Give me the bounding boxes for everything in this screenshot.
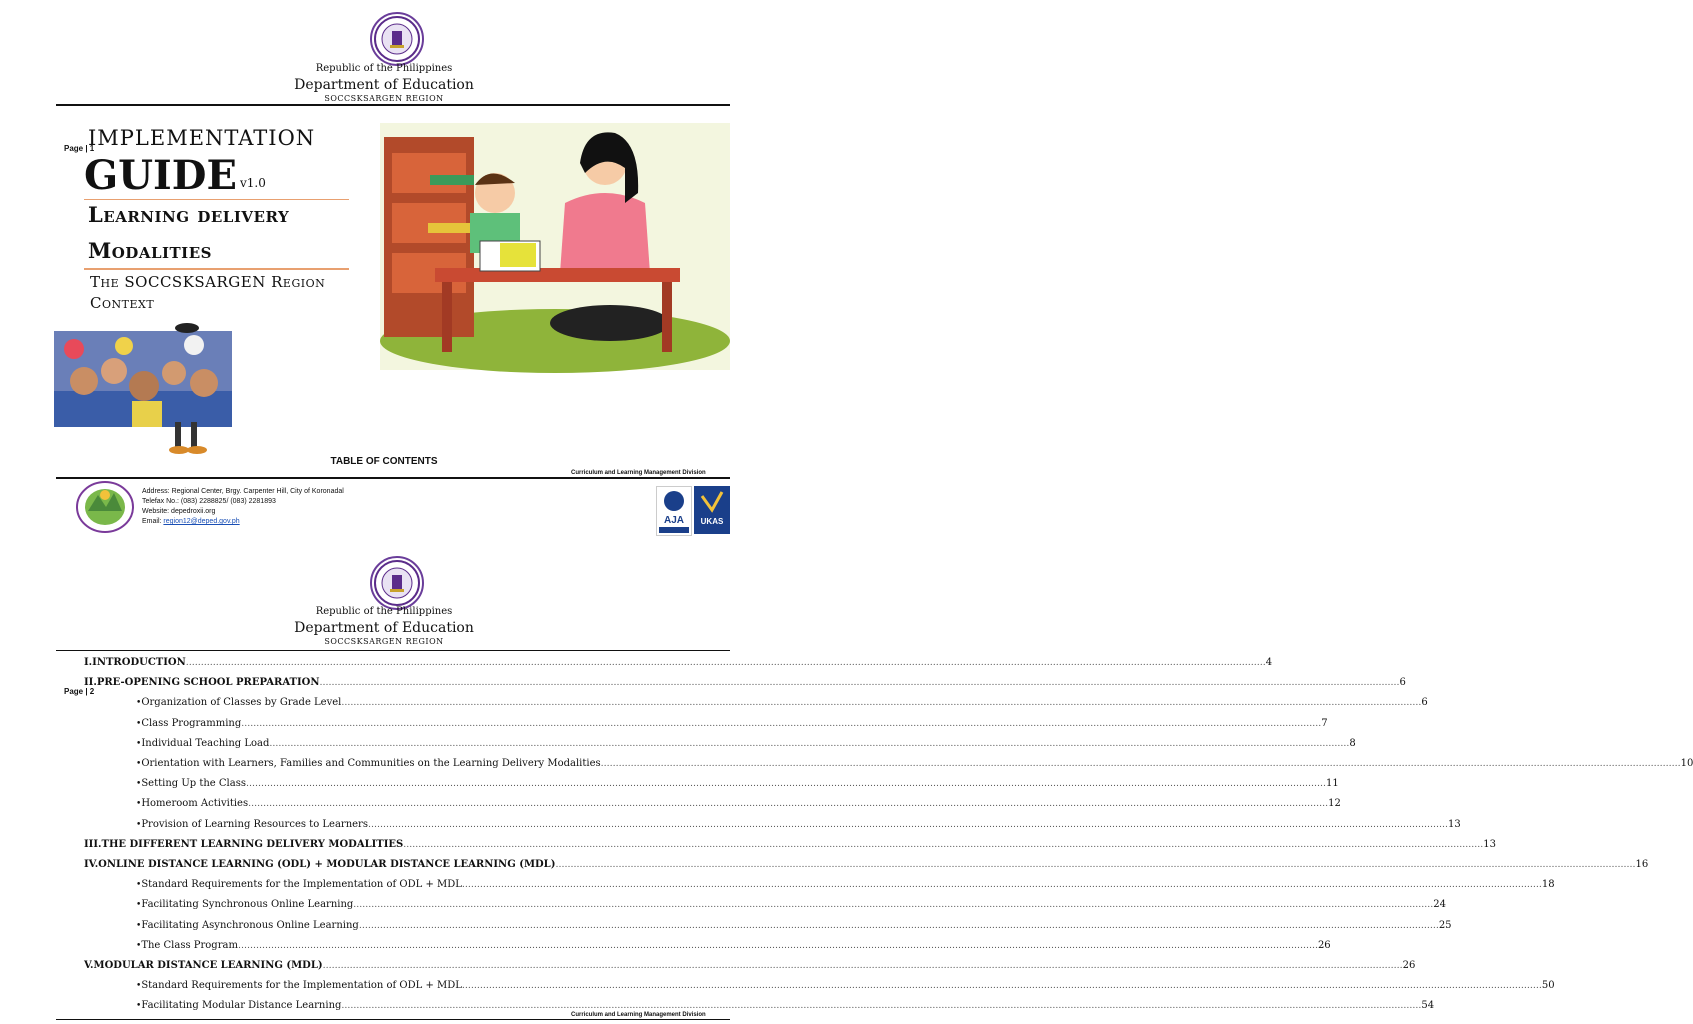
toc-bullet: • [136, 900, 142, 911]
toc-bullet: • [136, 799, 142, 810]
toc-page-number: 26 [1402, 960, 1416, 971]
toc-page-number: 50 [1541, 980, 1555, 992]
figure-graphic [165, 322, 215, 454]
footer-rule-2 [56, 1019, 730, 1020]
toc-leader-dots: ……………………………………………………………………………………………………………………………………………………………………………………………………………………………………………………………………………………………………………………………… [600, 759, 1681, 769]
toc-row[interactable] [84, 917, 1452, 931]
division-label-2: Curriculum and Learning Management Division [571, 1012, 706, 1018]
toc-leader-dots: ……………………………………………………………………………………………………………………………………………………………………………………………………………………………………………………………………………………………………………………………… [461, 880, 1542, 891]
aja-cert-logo [656, 486, 692, 536]
toc-entry-title: MODULAR DISTANCE LEARNING (MDL) [93, 960, 323, 971]
version-label: v1.0 [240, 176, 266, 190]
toc-entry-title: Facilitating Modular Distance Learning [141, 1000, 342, 1012]
toc-entry-title: Facilitating Asynchronous Online Learning [141, 919, 359, 931]
toc-bullet: • [136, 698, 142, 709]
toc-page-number: 12 [1328, 798, 1341, 810]
toc-row[interactable] [84, 674, 1406, 689]
deped-seal-icon-2 [370, 556, 424, 610]
toc-leader-dots: ……………………………………………………………………………………………………………………………………………………………………………………………………………………………………………………………………………………………………………………………… [341, 1001, 1422, 1012]
toc-bullet: • [136, 920, 142, 931]
toc-entry-title: Individual Teaching Load [141, 737, 270, 749]
toc-leader-dots: ……………………………………………………………………………………………………………………………………………………………………………………………………………………………………………………………………………………………………………………………… [237, 940, 1318, 951]
toc-row[interactable] [84, 937, 1331, 951]
toc-page-number: 24 [1433, 899, 1447, 911]
toc-entry-title: ONLINE DISTANCE LEARNING (ODL) + MODULAR DISTANCE LEARNING (MDL) [98, 859, 556, 870]
toc-entry-title: Orientation with Learners, Families and Communities on the Learning Delivery Modalities [141, 758, 601, 769]
toc-page-number: 13 [1447, 818, 1461, 830]
regional-logo [76, 481, 134, 533]
toc-page-number: 8 [1349, 737, 1356, 749]
toc-page-number: 6 [1421, 697, 1428, 709]
toc-entry-title: PRE-OPENING SCHOOL PREPARATION [96, 677, 320, 689]
toc-bullet: • [136, 718, 142, 729]
context-line1: The SOCCSKSARGEN Region [90, 273, 326, 291]
toc-leader-dots: ……………………………………………………………………………………………………………………………………………………………………………………………………………………………………………………………………………………………………………………………… [461, 981, 1542, 992]
toc-entry-title: Standard Requirements for the Implementation of ODL + MDL [141, 980, 462, 992]
toc-entry-title: Organization of Classes by Grade Level [141, 697, 342, 709]
context-line2: Context [90, 294, 155, 312]
department-label: Department of Education [294, 77, 474, 93]
title-implementation: IMPLEMENTATION [88, 126, 316, 150]
header-rule [56, 104, 730, 106]
toc-leader-dots: ……………………………………………………………………………………………………………………………………………………………………………………………………………………………………………………………………………………………………………………………… [319, 678, 1400, 689]
toc-leader-dots: ……………………………………………………………………………………………………………………………………………………………………………………………………………………………………………………………………………………………………………………………… [241, 718, 1322, 729]
toc-page-number: 13 [1483, 838, 1497, 850]
toc-row[interactable] [84, 977, 1555, 992]
footer-rule [56, 477, 730, 479]
toc-leader-dots: ……………………………………………………………………………………………………………………………………………………………………………………………………………………………………………………………………………………………………………………………… [353, 900, 1434, 911]
toc-page-number: 25 [1438, 919, 1452, 931]
toc-leader-dots: ……………………………………………………………………………………………………………………………………………………………………………………………………………………………………………………………………………………………………………………………… [248, 799, 1329, 810]
toc-entry-title: The Class Program [141, 939, 238, 951]
toc-row[interactable] [84, 876, 1555, 891]
ukas-text: UKAS [700, 517, 724, 526]
email-link[interactable]: region12@deped.gov.ph [163, 518, 240, 525]
address-text: Address: Regional Center, Brgy. Carpenter Hill, City of Koronadal [142, 488, 344, 495]
toc-page-number: 26 [1317, 939, 1331, 951]
title-divider [84, 199, 349, 200]
toc-page-number: 4 [1265, 657, 1273, 668]
toc-leader-dots: ……………………………………………………………………………………………………………………………………………………………………………………………………………………………………………………………………………………………………………………………… [555, 860, 1636, 870]
toc-page-number: 18 [1541, 879, 1555, 891]
ukas-cert-logo [694, 486, 730, 534]
toc-leader-dots: ……………………………………………………………………………………………………………………………………………………………………………………………………………………………………………………………………………………………………………………………… [322, 961, 1403, 971]
region-label: SOCCSKSARGEN REGION [324, 94, 444, 103]
toc-page-number: 16 [1635, 859, 1649, 870]
toc-entry-title: Standard Requirements for the Implementation of ODL + MDL [141, 879, 462, 891]
toc-leader-dots: ……………………………………………………………………………………………………………………………………………………………………………………………………………………………………………………………………………………………………………………………… [358, 920, 1439, 931]
toc-page-number: 6 [1399, 677, 1406, 689]
toc-row[interactable] [84, 856, 1649, 870]
toc-numeral: I. [84, 657, 93, 668]
telefax-text: Telefax No.: (083) 2288825/ (083) 2281893 [142, 498, 276, 505]
division-label: Curriculum and Learning Management Division [571, 470, 706, 476]
toc-row[interactable] [84, 735, 1356, 749]
toc-numeral: III. [84, 838, 102, 850]
republic-label: Republic of the Philippines [315, 63, 453, 74]
department-label-2: Department of Education [294, 620, 474, 636]
toc-bullet: • [136, 1001, 142, 1012]
title-guide: GUIDE [84, 152, 237, 199]
email-label: Email: [142, 518, 164, 525]
toc-numeral: IV. [84, 859, 99, 870]
toc-entry-title: Homeroom Activities [141, 798, 249, 810]
toc-leader-dots: ……………………………………………………………………………………………………………………………………………………………………………………………………………………………………………………………………………………………………………………………… [269, 738, 1350, 749]
toc-row[interactable] [84, 694, 1428, 709]
toc-page-number: 10 [1680, 758, 1693, 769]
subtitle-line2: Modalities [88, 238, 212, 263]
deped-seal-icon [370, 12, 424, 66]
header-rule-2 [56, 650, 730, 651]
toc-bullet: • [136, 819, 142, 830]
toc-row[interactable] [84, 755, 1693, 769]
toc-row[interactable] [84, 957, 1416, 971]
republic-label-2: Republic of the Philippines [315, 606, 453, 617]
toc-entry-title: Setting Up the Class [141, 778, 246, 790]
toc-row[interactable] [84, 836, 1497, 850]
aja-text: AJA [663, 515, 685, 526]
toc-leader-dots: ……………………………………………………………………………………………………………………………………………………………………………………………………………………………………………………………………………………………………………………………… [367, 819, 1448, 830]
toc-entry-title: Facilitating Synchronous Online Learning [141, 899, 354, 911]
page-number: Page | 1 [64, 144, 95, 153]
toc-bullet: • [136, 738, 142, 749]
toc-bullet: • [136, 981, 142, 992]
toc-bullet: • [136, 759, 142, 769]
subtitle-divider [84, 268, 349, 270]
toc-row[interactable] [84, 654, 1273, 668]
toc-entry-title: THE DIFFERENT LEARNING DELIVERY MODALITIES [101, 838, 404, 850]
toc-numeral: II. [84, 677, 97, 689]
toc-leader-dots: ……………………………………………………………………………………………………………………………………………………………………………………………………………………………………………………………………………………………………………………………… [341, 698, 1422, 709]
toc-row[interactable] [84, 715, 1328, 729]
toc-page-number: 54 [1421, 1000, 1435, 1012]
toc-page-number: 11 [1325, 778, 1339, 790]
toc-entry-title: INTRODUCTION [92, 657, 186, 668]
toc-heading: TABLE OF CONTENTS [330, 456, 438, 467]
email-line [142, 517, 344, 527]
toc-leader-dots: ……………………………………………………………………………………………………………………………………………………………………………………………………………………………………………………………………………………………………………………………… [185, 658, 1266, 668]
subtitle-line1: Learning delivery [88, 202, 290, 227]
toc-numeral: V. [84, 960, 94, 971]
toc-row[interactable] [84, 816, 1461, 830]
toc-row[interactable] [84, 997, 1435, 1012]
toc-bullet: • [136, 940, 142, 951]
toc-entry-title: Class Programming [141, 717, 242, 729]
toc-entry-title: Provision of Learning Resources to Learners [141, 818, 368, 830]
toc-row[interactable] [84, 775, 1339, 790]
toc-page-number: 7 [1321, 717, 1328, 729]
page-number-2: Page | 2 [64, 687, 95, 696]
toc-bullet: • [136, 779, 142, 790]
region-label-2: SOCCSKSARGEN REGION [324, 637, 444, 646]
website-text: Website: depedroxii.org [142, 508, 216, 515]
address-block [142, 487, 344, 527]
toc-leader-dots: ……………………………………………………………………………………………………………………………………………………………………………………………………………………………………………………………………………………………………………………………… [245, 779, 1326, 790]
cover-illustration [380, 123, 730, 370]
toc-leader-dots: ……………………………………………………………………………………………………………………………………………………………………………………………………………………………………………………………………………………………………………………………… [403, 839, 1484, 850]
toc-row[interactable] [84, 896, 1447, 911]
toc-row[interactable] [84, 795, 1341, 810]
toc-bullet: • [136, 880, 142, 891]
